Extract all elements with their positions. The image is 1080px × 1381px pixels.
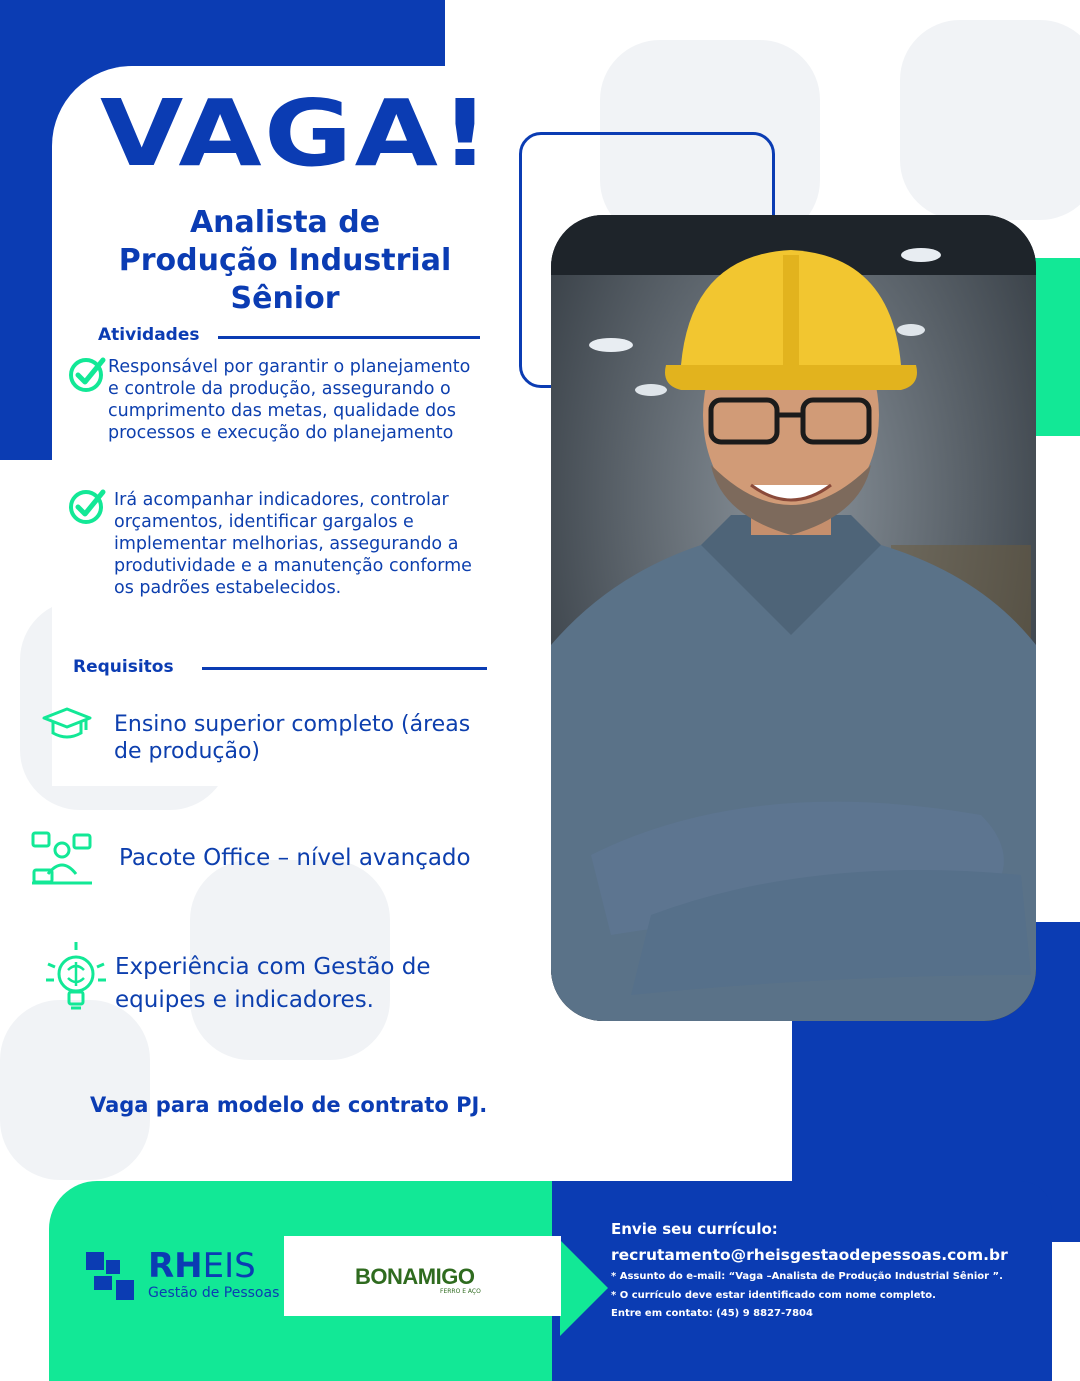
- job-title-line: Analista de: [189, 205, 381, 240]
- bonamigo-logo: BONAMIGO: [355, 1264, 475, 1289]
- job-title-line: Produção Industrial: [118, 243, 452, 278]
- activity-line: implementar melhorias, assegurando a: [114, 534, 459, 554]
- requirement-item: [115, 951, 431, 1017]
- requirements-divider: [202, 667, 487, 670]
- activity-line: cumprimento das metas, qualidade dos: [108, 401, 456, 421]
- send-cv-label: Envie seu currículo:: [611, 1220, 778, 1238]
- job-title-line: Sênior: [230, 281, 340, 316]
- requirement-line: equipes e indicadores.: [115, 987, 374, 1013]
- check-circle-icon: [68, 354, 108, 398]
- rheis-logo-mark: [86, 1252, 136, 1306]
- worker-illustration: [551, 215, 1036, 1021]
- footer-arrow-shape: [560, 1240, 608, 1336]
- email-subject-note: * Assunto do e-mail: “Vaga –Analista de Produção Industrial Sênior ”.: [611, 1271, 1003, 1282]
- background-shape: [900, 20, 1080, 220]
- activity-line: Responsável por garantir o planejamento: [108, 357, 471, 377]
- office-worker-icon: [30, 830, 94, 890]
- bonamigo-tagline: FERRO E AÇO: [440, 1288, 481, 1295]
- activity-line: e controle da produção, assegurando o: [108, 379, 451, 399]
- activity-line: os padrões estabelecidos.: [114, 578, 342, 598]
- activity-line: orçamentos, identificar gargalos e: [114, 512, 414, 532]
- activities-divider: [218, 336, 480, 339]
- requirement-line: de produção): [114, 739, 261, 764]
- requirement-line: Pacote Office – nível avançado: [119, 845, 471, 871]
- requirement-line: Experiência com Gestão de: [115, 954, 431, 980]
- contact-email[interactable]: recrutamento@rheisgestaodepessoas.com.br: [611, 1246, 1008, 1264]
- rheis-tagline: Gestão de Pessoas: [148, 1285, 280, 1301]
- cv-identification-note: * O currículo deve estar identificado com nome completo.: [611, 1290, 936, 1301]
- activity-line: processos e execução do planejamento: [108, 423, 454, 443]
- activities-heading: Atividades: [98, 325, 200, 345]
- contract-note: Vaga para modelo de contrato PJ.: [90, 1093, 488, 1117]
- graduation-cap-icon: [42, 706, 92, 746]
- worker-photo: [551, 215, 1036, 1021]
- background-shape: [0, 1000, 150, 1180]
- rheis-logo-wordmark: [148, 1246, 256, 1286]
- brain-lightbulb-icon: [42, 940, 110, 1024]
- activity-item: [114, 489, 472, 599]
- requirements-heading: Requisitos: [73, 657, 174, 677]
- activity-line: Irá acompanhar indicadores, controlar: [114, 490, 449, 510]
- check-circle-icon: [68, 486, 108, 530]
- rheis-logo-rh: RH: [148, 1246, 203, 1286]
- rheis-logo-eis: EIS: [202, 1246, 256, 1286]
- page-title: VAGA!: [100, 80, 492, 187]
- activity-item: [108, 356, 470, 444]
- contact-phone: Entre em contato: (45) 9 8827-7804: [611, 1308, 813, 1319]
- requirement-item: [114, 711, 470, 765]
- requirement-line: Ensino superior completo (áreas: [114, 712, 471, 737]
- job-title: [90, 204, 480, 318]
- activity-line: produtividade e a manutenção conforme: [114, 556, 472, 576]
- requirement-item: [119, 845, 471, 872]
